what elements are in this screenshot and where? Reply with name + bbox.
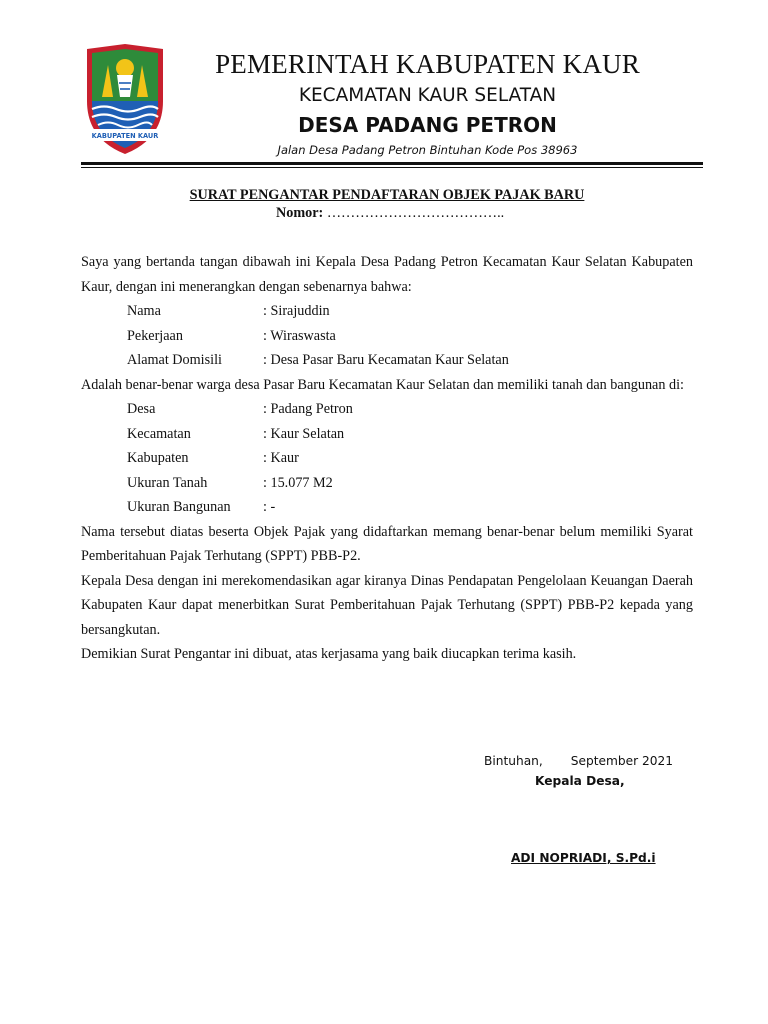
field-label: Kabupaten xyxy=(127,450,189,466)
header-rule-thin xyxy=(81,167,703,168)
field-value: : - xyxy=(263,499,276,515)
body-paragraph-2: Kepala Desa dengan ini merekomendasikan agar kiranya Dinas Pendapatan Pengelolaan Keuangan Daerah Kabupaten Kaur dapat menerbitkan Surat Pemberitahuan Pajak Terhutang (SPPT) PBB-P2 kepada yang bersangkutan. xyxy=(81,572,693,638)
signature-name: ADI NOPRIADI, S.Pd.i xyxy=(511,851,656,865)
signature-title: Kepala Desa, xyxy=(535,774,625,788)
field-label: Kecamatan xyxy=(127,425,191,442)
property-row xyxy=(81,422,693,447)
letter-body xyxy=(81,250,693,667)
letter-number-label: Nomor: xyxy=(276,205,324,221)
signature-place-date xyxy=(484,754,673,768)
property-row xyxy=(81,397,693,422)
field-label: Ukuran Bangunan xyxy=(127,499,231,515)
field-value: : Sirajuddin xyxy=(263,303,330,319)
body-paragraph-1: Nama tersebut diatas beserta Objek Pajak yang didaftarkan memang benar-benar belum memiliki Syarat Pemberitahuan Pajak Terhutang (SPPT) PBB-P2. xyxy=(81,523,693,564)
logo-banner-text: KABUPATEN KAUR xyxy=(91,132,159,140)
field-value: : 15.077 M2 xyxy=(263,474,333,491)
person-row xyxy=(81,348,693,373)
field-label: Alamat Domisili xyxy=(127,352,222,368)
field-label: Desa xyxy=(127,401,156,417)
letter-number xyxy=(276,205,504,222)
property-row xyxy=(81,471,693,496)
letter-number-value: ……………………………….. xyxy=(326,205,505,221)
kabupaten-kaur-emblem xyxy=(84,43,166,155)
field-value: : Kaur Selatan xyxy=(263,425,345,442)
header-government: PEMERINTAH KABUPATEN KAUR xyxy=(215,49,640,79)
header-district: KECAMATAN KAUR SELATAN xyxy=(298,85,557,106)
signature-place: Bintuhan, xyxy=(484,754,543,768)
field-label: Nama xyxy=(127,303,161,319)
field-label: Pekerjaan xyxy=(127,327,183,344)
field-value: : Kaur xyxy=(263,450,299,466)
field-value: : Desa Pasar Baru Kecamatan Kaur Selatan xyxy=(263,352,509,368)
statement-paragraph: Adalah benar-benar warga desa Pasar Baru Kecamatan Kaur Selatan dan memiliki tanah dan bangunan di: xyxy=(81,376,684,393)
header-village: DESA PADANG PETRON xyxy=(298,113,557,137)
person-row xyxy=(81,324,693,349)
header-address: Jalan Desa Padang Petron Bintuhan Kode Pos 38963 xyxy=(277,143,578,157)
person-row xyxy=(81,299,693,324)
letter-title: SURAT PENGANTAR PENDAFTARAN OBJEK PAJAK BARU xyxy=(189,187,585,203)
signature-date: September 2021 xyxy=(570,754,674,768)
header-rule-thick xyxy=(81,162,703,165)
property-row xyxy=(81,446,693,471)
closing-paragraph: Demikian Surat Pengantar ini dibuat, atas kerjasama yang baik diucapkan terima kasih. xyxy=(81,646,577,662)
field-label: Ukuran Tanah xyxy=(127,474,208,491)
field-value: : Padang Petron xyxy=(263,401,353,417)
property-row xyxy=(81,495,693,520)
intro-paragraph: Saya yang bertanda tangan dibawah ini Kepala Desa Padang Petron Kecamatan Kaur Selatan Kabupaten Kaur, dengan ini menerangkan dengan sebenarnya bahwa: xyxy=(81,254,693,295)
field-value: : Wiraswasta xyxy=(263,327,336,344)
